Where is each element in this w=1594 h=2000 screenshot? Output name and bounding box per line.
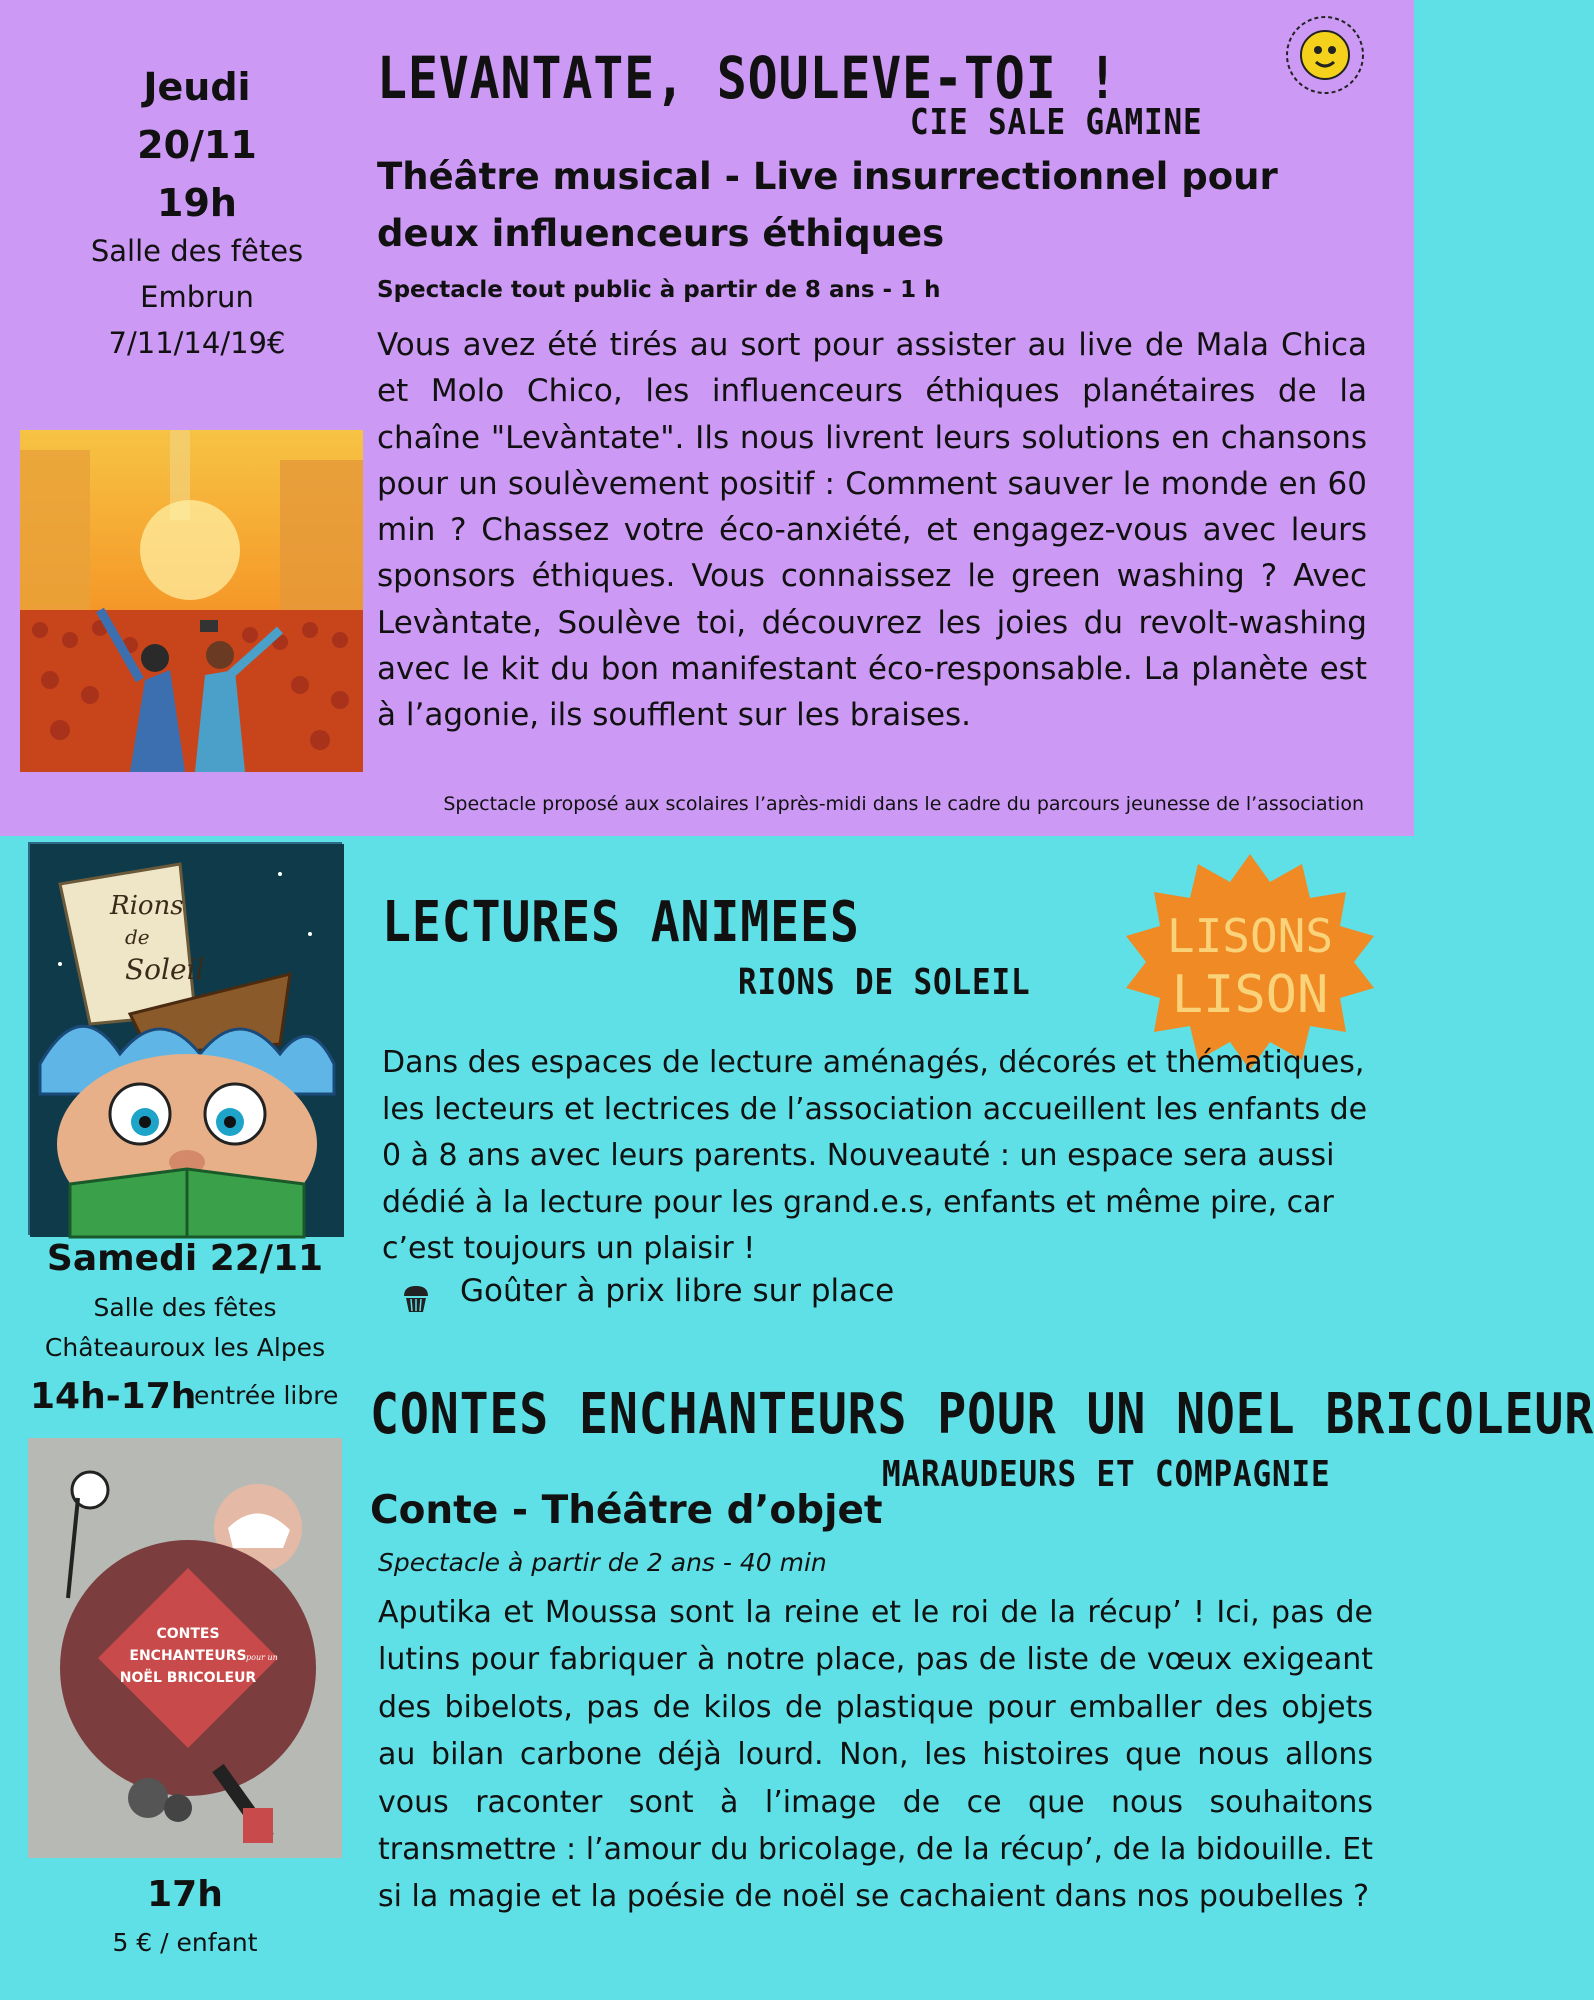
event2-snack: Goûter à prix libre sur place [460, 1273, 895, 1309]
event1-day: Jeudi [143, 65, 251, 109]
event2-venue-line1: Salle des fêtes [93, 1293, 277, 1322]
event1-note: Spectacle proposé aux scolaires l’après-midi dans le cadre du parcours jeunesse de l’association [443, 793, 1364, 815]
event2-venue [20, 1288, 350, 1368]
event3-company: MARAUDEURS ET COMPAGNIE [881, 1454, 1330, 1495]
event2-time: 14h-17h [30, 1376, 197, 1417]
badge-line2: LISON [1171, 965, 1329, 1025]
event1-audience: Spectacle tout public à partir de 8 ans - 1 h [377, 277, 941, 303]
event3-poster [28, 1438, 342, 1858]
event1-photo [20, 430, 363, 772]
event1-venue-line2: Embrun [140, 280, 254, 314]
event1-venue-line1: Salle des fêtes [90, 234, 304, 268]
crowd-illustration [20, 430, 363, 772]
poster-contes: CONTES [156, 1626, 220, 1642]
lisons-lison-badge [1120, 852, 1380, 1072]
event1-company: CIE SALE GAMINE [910, 102, 1203, 143]
poster-small: pour un [246, 1653, 278, 1662]
event2-title: LECTURES ANIMEES [382, 890, 860, 955]
event3-title: CONTES ENCHANTEURS POUR UN NOEL BRICOLEUR [370, 1382, 1594, 1447]
poster-enchanteurs: ENCHANTEURS [129, 1648, 247, 1664]
poster-title-line1: Rions [110, 891, 184, 921]
event3-genre: Conte - Théâtre d’objet [370, 1488, 883, 1533]
cupcake-icon [398, 1280, 434, 1316]
poster-noel: NOËL BRICOLEUR [119, 1670, 257, 1686]
badge-line1: LISONS [1166, 909, 1334, 963]
event3-audience: Spectacle à partir de 2 ans - 40 min [378, 1548, 827, 1577]
poster-title-line3: Soleil [125, 953, 205, 986]
event2-venue-line2: Châteauroux les Alpes [44, 1333, 326, 1362]
event1-datetime [20, 58, 374, 232]
association-logo-icon [1282, 12, 1368, 98]
event1-genre: Théâtre musical - Live insurrectionnel pour deux influenceurs éthiques [377, 155, 1278, 255]
event1-time: 19h [157, 181, 237, 225]
event1-date: 20/11 [137, 123, 257, 167]
event2-description: Dans des espaces de lecture aménagés, décorés et thématiques, les lecteurs et lectrices de l’association accueillent les enfants de 0 à 8 ans avec leurs parents. Nouveauté : un espace sera aussi dédié à la lecture pour les grand.e.s, enfants et même pire, car c’est toujours un plaisir ! [382, 1045, 1368, 1266]
event3-time: 17h [147, 1874, 223, 1915]
poster-title-line2: de [125, 925, 150, 949]
event2-day: Samedi 22/11 [46, 1238, 324, 1279]
event2-company: RIONS DE SOLEIL [738, 962, 1031, 1003]
event1-prices: 7/11/14/19€ [108, 326, 286, 360]
event3-price: 5 € / enfant [112, 1928, 258, 1957]
event1-description: Vous avez été tirés au sort pour assister au live de Mala Chica et Molo Chico, les influenceurs éthiques planétaires de la chaîne "Levàntate". Ils nous livrent leurs solutions en chansons pour un soulèvement positif : Comment sauver le monde en 60 min ? Chassez votre éco-anxiété, et engagez-vous avec leurs sponsors éthiques. Vous connaissez le green washing ? Avec Levàntate, Soulève toi, découvrez les joies du revolt-washing avec le kit du bon manifestant éco-responsable. La planète est à l’agonie, ils soufflent sur les braises. [377, 327, 1367, 734]
event1-venue [20, 228, 374, 366]
event2-poster [28, 842, 342, 1235]
event3-description: Aputika et Moussa sont la reine et le roi de la récup’ ! Ici, pas de lutins pour fabriquer à notre place, pas de liste de vœux exigeant des bibelots, pas de kilos de plastique pour emballer des objets au bilan carbone déjà lourd. Non, les histoires que nous allons vous raconter sont à l’image de ce que nous souhaitons transmettre : l’amour du bricolage, de la récup’, de la bidouille. Et si la magie et la poésie de noël se cachaient dans nos poubelles ? [378, 1595, 1373, 1915]
event2-entry: entrée libre [194, 1381, 339, 1410]
event1-title: LEVANTATE, SOULEVE-TOI ! [377, 44, 1119, 112]
